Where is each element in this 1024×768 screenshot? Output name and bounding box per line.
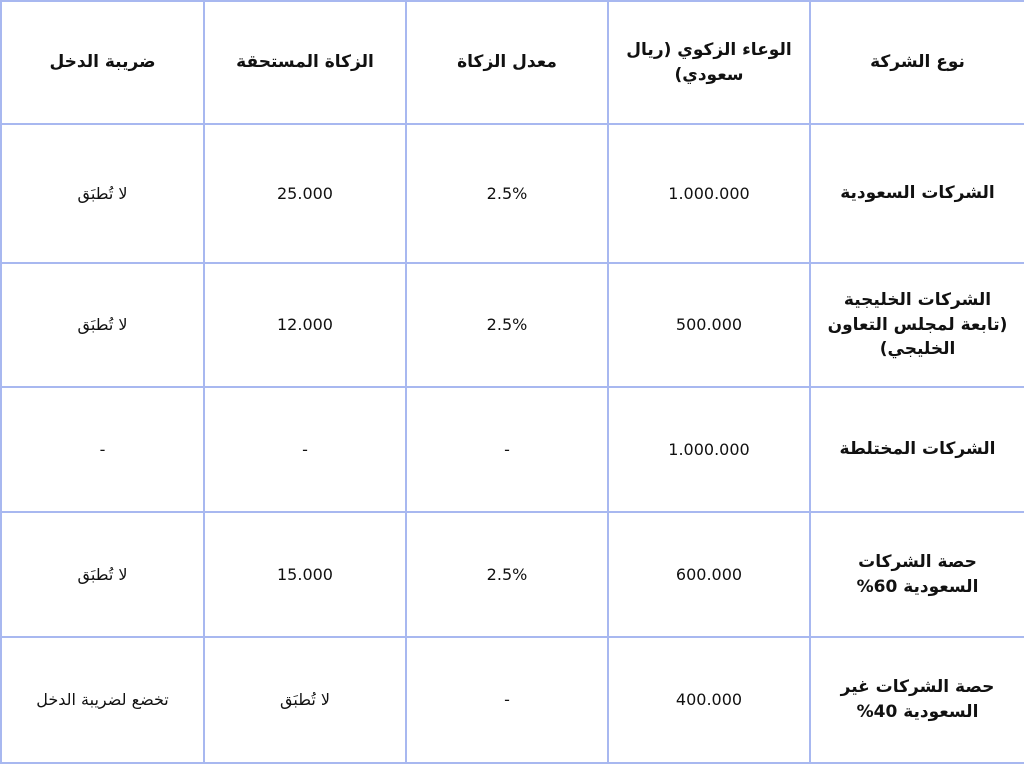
cell-company-type: الشركات المختلطة — [810, 387, 1024, 512]
cell-zakat-due: لا تُطبَق — [204, 637, 406, 763]
table-row — [1, 124, 1024, 263]
cell-zakat-base: 1.000.000 — [608, 124, 810, 263]
cell-zakat-due: 12.000 — [204, 263, 406, 387]
table-row — [1, 263, 1024, 387]
cell-zakat-base: 600.000 — [608, 512, 810, 637]
cell-zakat-rate: 2.5% — [406, 263, 608, 387]
cell-company-type: الشركات السعودية — [810, 124, 1024, 263]
cell-income-tax: لا تُطبَق — [1, 512, 204, 637]
table-header-row — [1, 1, 1024, 124]
cell-zakat-due: - — [204, 387, 406, 512]
cell-zakat-base: 1.000.000 — [608, 387, 810, 512]
header-zakat-base: الوعاء الزكوي (ريال سعودي) — [608, 1, 810, 124]
table-row — [1, 637, 1024, 763]
cell-zakat-rate: - — [406, 637, 608, 763]
cell-zakat-due: 15.000 — [204, 512, 406, 637]
cell-company-type: حصة الشركات السعودية 60% — [810, 512, 1024, 637]
cell-zakat-due: 25.000 — [204, 124, 406, 263]
header-income-tax: ضريبة الدخل — [1, 1, 204, 124]
cell-income-tax: لا تُطبَق — [1, 263, 204, 387]
cell-company-type: الشركات الخليجية (تابعة لمجلس التعاون الخليجي) — [810, 263, 1024, 387]
table-row — [1, 512, 1024, 637]
cell-income-tax: تخضع لضريبة الدخل — [1, 637, 204, 763]
table-row — [1, 387, 1024, 512]
cell-zakat-rate: - — [406, 387, 608, 512]
cell-zakat-base: 400.000 — [608, 637, 810, 763]
header-company-type: نوع الشركة — [810, 1, 1024, 124]
cell-company-type: حصة الشركات غير السعودية 40% — [810, 637, 1024, 763]
header-zakat-rate: معدل الزكاة — [406, 1, 608, 124]
cell-zakat-rate: 2.5% — [406, 124, 608, 263]
cell-zakat-base: 500.000 — [608, 263, 810, 387]
cell-zakat-rate: 2.5% — [406, 512, 608, 637]
cell-income-tax: لا تُطبَق — [1, 124, 204, 263]
cell-income-tax: - — [1, 387, 204, 512]
header-zakat-due: الزكاة المستحقة — [204, 1, 406, 124]
